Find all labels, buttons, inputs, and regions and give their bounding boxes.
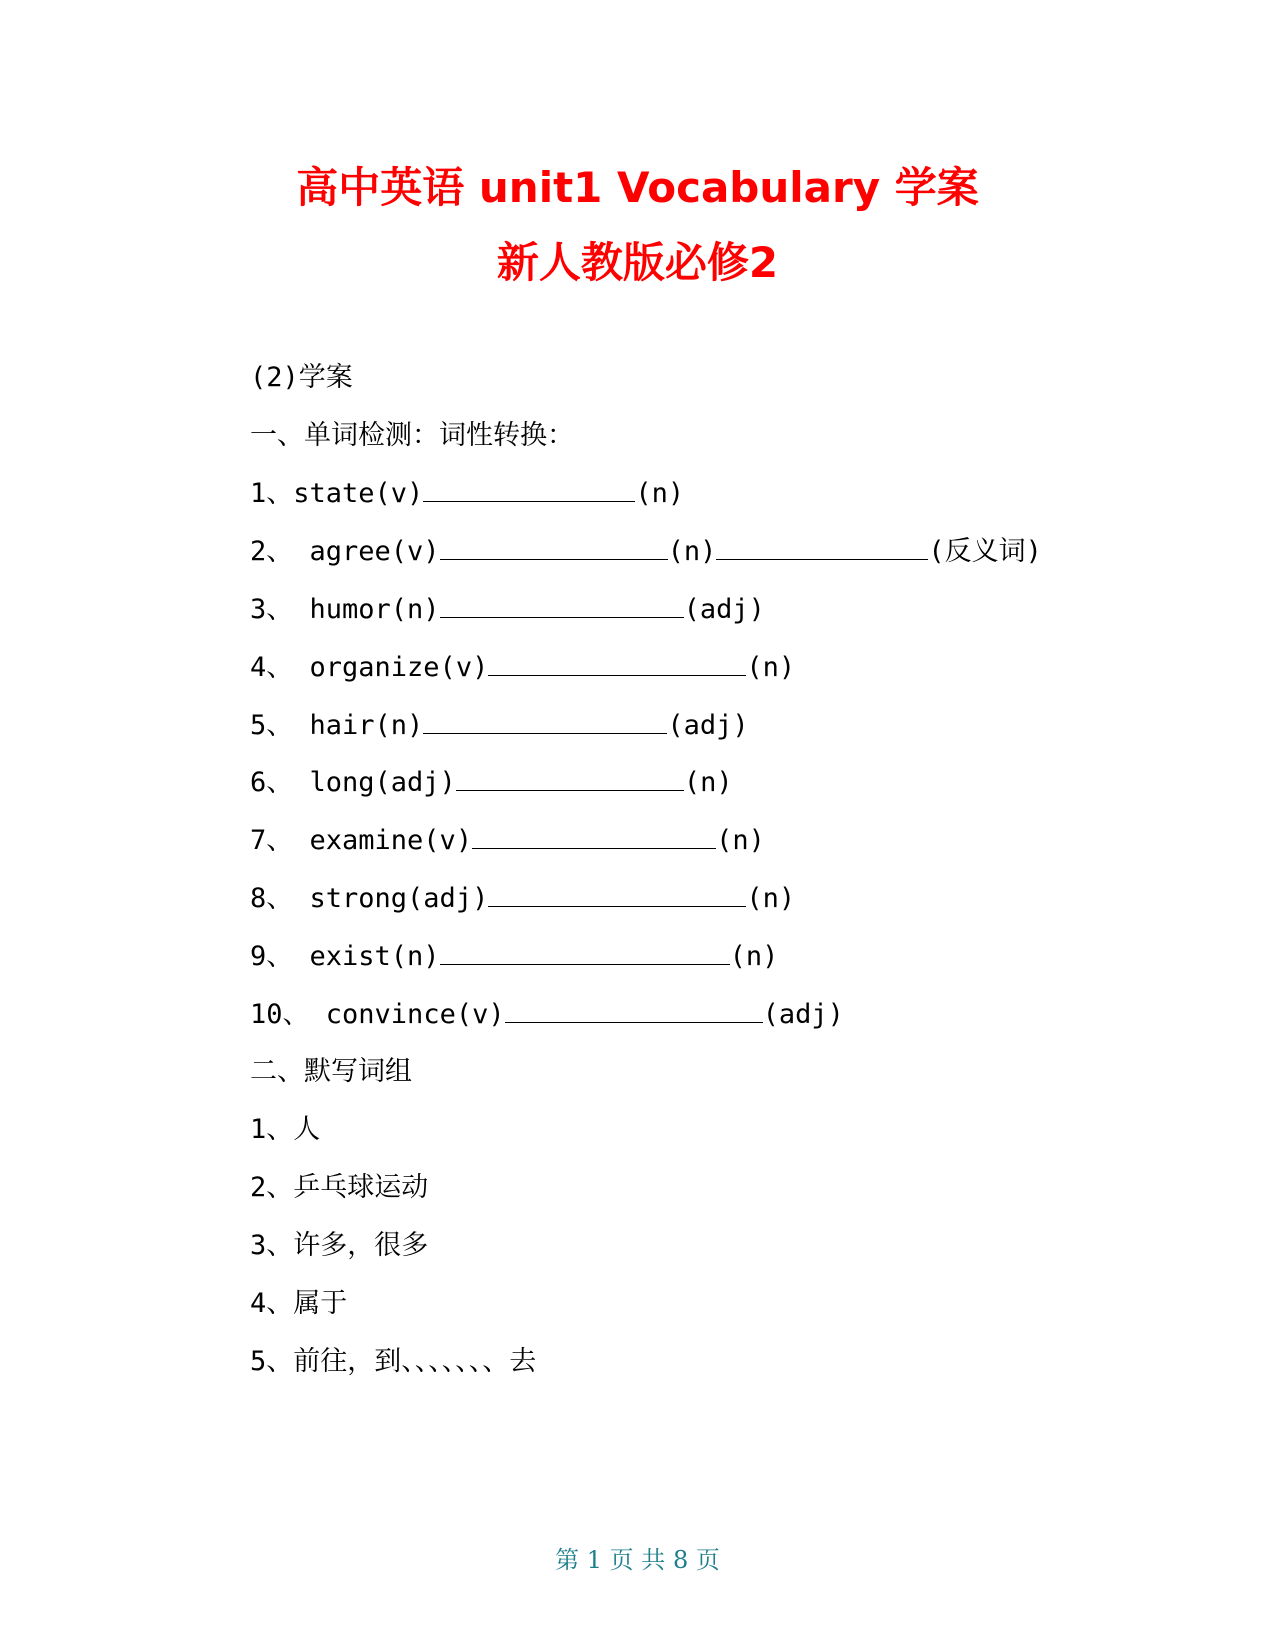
item-pos: (n) [746,883,796,914]
phrase-item-3: 3、许多，很多 [250,1230,429,1261]
answer-blank [456,770,684,791]
item-word: examine(v) [309,825,473,856]
item-pos-2: (反义词) [928,536,1042,567]
vocab-item-4 [250,651,795,685]
vocab-item-3 [250,593,765,627]
item-number: 9、 [250,941,310,972]
phrase-item-4: 4、属于 [250,1288,348,1319]
item-number: 5、 [250,710,310,741]
document-title-line1: 高中英语 unit1 Vocabulary 学案 [296,163,979,212]
item-word: agree(v) [309,536,440,567]
answer-blank [440,944,730,965]
vocab-item-2 [250,535,1042,569]
item-number: 4、 [250,652,310,683]
answer-blank [472,828,716,849]
vocab-item-9 [250,940,778,974]
item-number: 3、 [250,594,310,625]
item-number: 8、 [250,883,310,914]
item-pos: (n) [729,941,779,972]
answer-blank [440,597,684,618]
answer-blank [423,713,667,734]
item-word: organize(v) [309,652,489,683]
phrase-item-1: 1、人 [250,1114,321,1145]
item-pos: (n) [716,825,765,856]
vocab-item-1 [250,477,684,511]
document-title-line2: 新人教版必修2 [496,238,779,287]
item-number: 10、 [250,999,326,1030]
item-pos: (n) [746,652,796,683]
item-number: 2、 [250,536,310,567]
item-word: humor(n) [309,594,440,625]
item-pos: (n) [683,767,733,798]
phrase-item-2: 2、乒乓球运动 [250,1172,429,1203]
item-number: 7、 [250,825,310,856]
item-word: strong(adj) [309,883,489,914]
item-pos: (n) [667,536,717,567]
vocab-item-5 [250,709,749,743]
vocab-item-6 [250,766,733,800]
item-pos: (n) [635,478,685,509]
item-word: state(v) [293,478,424,509]
vocab-item-10 [250,998,844,1032]
item-pos: (adj) [667,710,749,741]
item-word: convince(v) [325,999,505,1030]
answer-blank [488,655,746,676]
vocab-item-8 [250,882,795,916]
section1-heading: 一、单词检测：词性转换： [250,420,574,451]
item-word: long(adj) [309,767,456,798]
item-word: hair(n) [309,710,424,741]
section2-heading: 二、默写词组 [250,1056,412,1087]
section0-heading: (2)学案 [250,362,353,393]
answer-blank [716,539,928,560]
item-number: 1、 [250,478,294,509]
answer-blank [505,1002,763,1023]
answer-blank [440,539,668,560]
item-pos: (adj) [762,999,844,1030]
item-number: 6、 [250,767,310,798]
item-pos: (adj) [683,594,765,625]
answer-blank [488,886,746,907]
vocab-item-7 [250,824,765,858]
phrase-item-5: 5、前往，到、、、、、、、去 [250,1346,537,1377]
page-footer: 第 1 页 共 8 页 [555,1546,720,1574]
answer-blank [423,481,635,502]
item-word: exist(n) [309,941,440,972]
